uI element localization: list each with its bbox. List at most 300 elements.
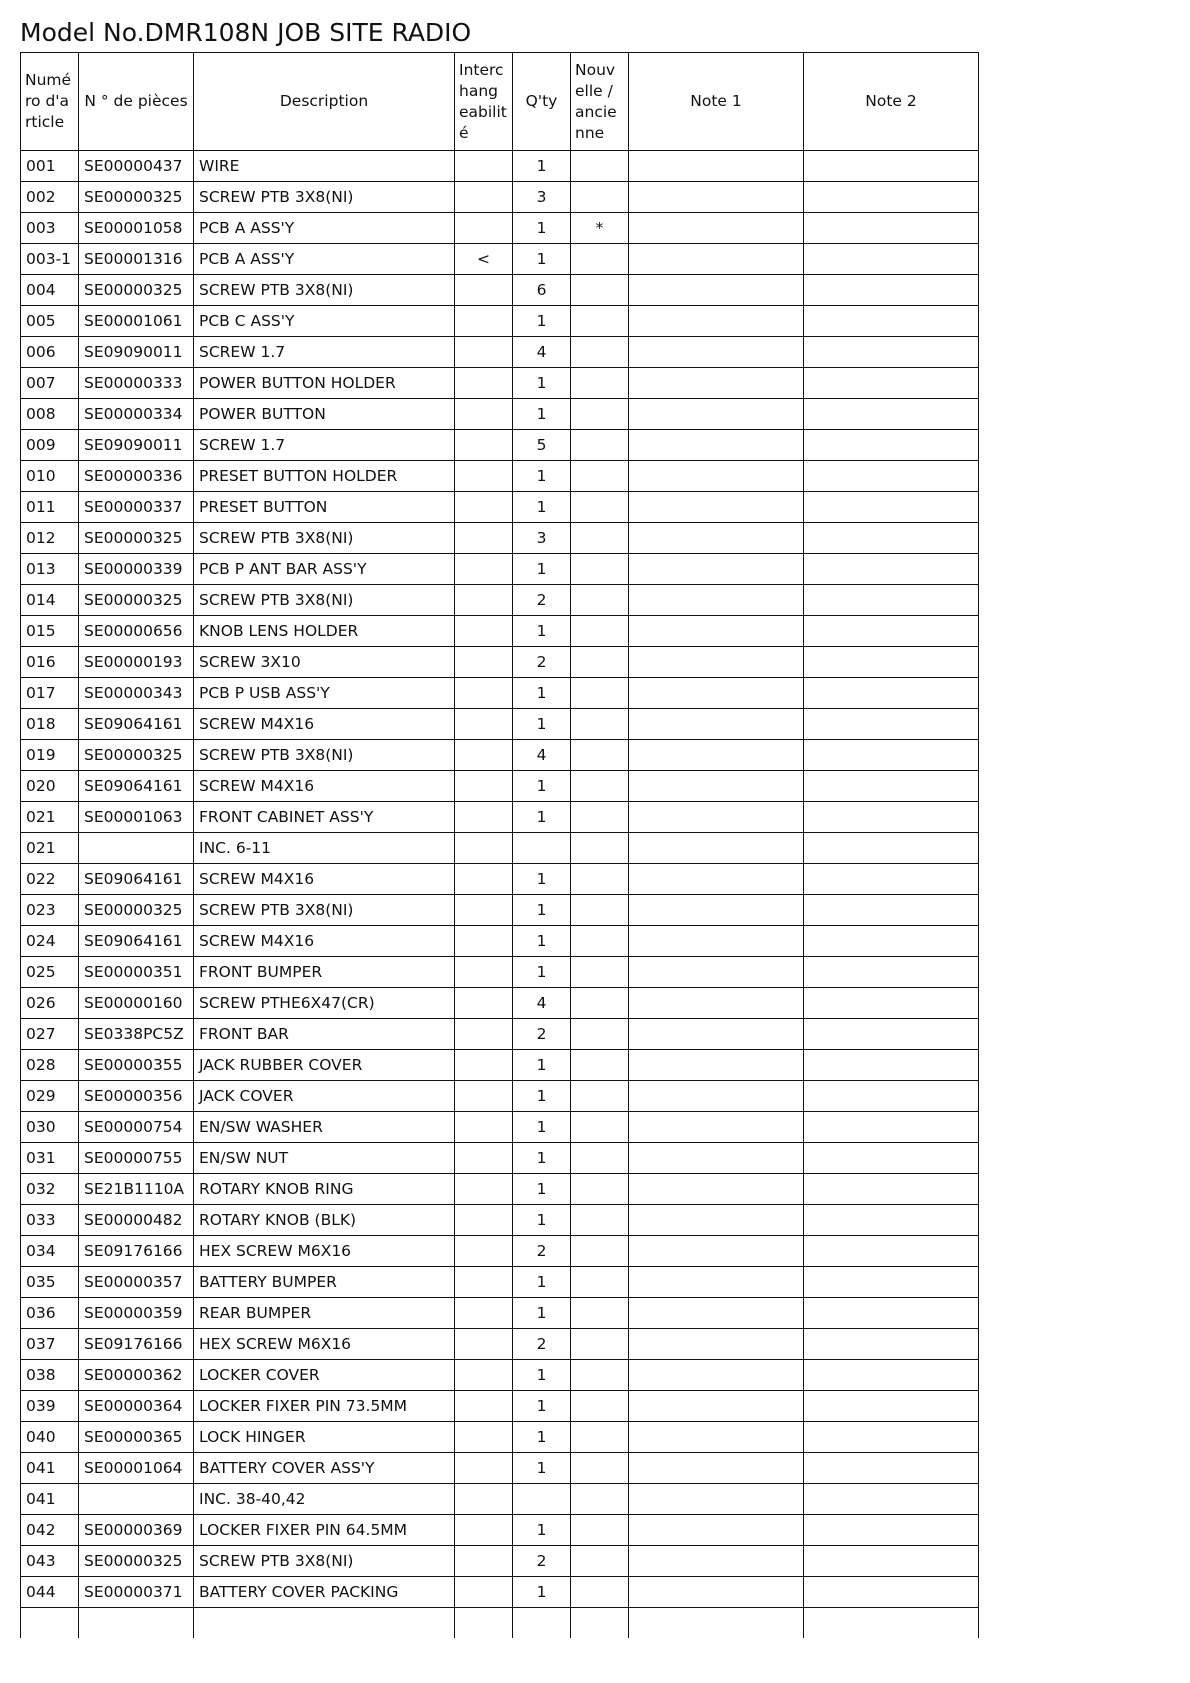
cell-new-old bbox=[571, 151, 629, 182]
cell-new-old bbox=[571, 771, 629, 802]
cell-note-1 bbox=[629, 337, 804, 368]
column-header-part-number: N ° de pièces bbox=[79, 53, 194, 151]
cell-new-old bbox=[571, 182, 629, 213]
cell-new-old bbox=[571, 1205, 629, 1236]
cell-part-number: SE00000325 bbox=[79, 740, 194, 771]
cell-new-old bbox=[571, 1577, 629, 1608]
cell-part-number: SE00000325 bbox=[79, 895, 194, 926]
cell-note-1 bbox=[629, 1205, 804, 1236]
cell-item-number: 044 bbox=[21, 1577, 79, 1608]
cell-note-2 bbox=[804, 1515, 979, 1546]
cell-quantity: 1 bbox=[513, 1453, 571, 1484]
cell-quantity: 1 bbox=[513, 554, 571, 585]
cell-item-number: 015 bbox=[21, 616, 79, 647]
cell-part-number: SE00000359 bbox=[79, 1298, 194, 1329]
cell-new-old bbox=[571, 337, 629, 368]
cell-description: INC. 38-40,42 bbox=[194, 1484, 455, 1515]
cell-new-old bbox=[571, 306, 629, 337]
cell-new-old bbox=[571, 895, 629, 926]
table-row bbox=[21, 678, 979, 709]
empty-cell bbox=[571, 1608, 629, 1639]
table-row bbox=[21, 1577, 979, 1608]
cell-new-old bbox=[571, 399, 629, 430]
cell-description: BATTERY BUMPER bbox=[194, 1267, 455, 1298]
cell-part-number: SE00000365 bbox=[79, 1422, 194, 1453]
cell-part-number: SE00000334 bbox=[79, 399, 194, 430]
cell-item-number: 036 bbox=[21, 1298, 79, 1329]
cell-note-2 bbox=[804, 1081, 979, 1112]
cell-quantity: 4 bbox=[513, 740, 571, 771]
cell-interchangeability bbox=[455, 368, 513, 399]
cell-new-old: * bbox=[571, 213, 629, 244]
cell-description: POWER BUTTON bbox=[194, 399, 455, 430]
cell-note-2 bbox=[804, 1546, 979, 1577]
cell-description: HEX SCREW M6X16 bbox=[194, 1236, 455, 1267]
cell-description: JACK COVER bbox=[194, 1081, 455, 1112]
cell-description: SCREW M4X16 bbox=[194, 709, 455, 740]
cell-description: LOCKER FIXER PIN 64.5MM bbox=[194, 1515, 455, 1546]
cell-quantity: 1 bbox=[513, 306, 571, 337]
cell-description: PCB P ANT BAR ASS'Y bbox=[194, 554, 455, 585]
cell-item-number: 039 bbox=[21, 1391, 79, 1422]
table-row-partial bbox=[21, 1608, 979, 1639]
cell-description: BATTERY COVER ASS'Y bbox=[194, 1453, 455, 1484]
cell-description: PRESET BUTTON bbox=[194, 492, 455, 523]
cell-new-old bbox=[571, 926, 629, 957]
cell-description: ROTARY KNOB (BLK) bbox=[194, 1205, 455, 1236]
cell-new-old bbox=[571, 1515, 629, 1546]
cell-interchangeability bbox=[455, 647, 513, 678]
page-title: Model No.DMR108N JOB SITE RADIO bbox=[20, 18, 472, 47]
cell-interchangeability bbox=[455, 213, 513, 244]
cell-description: SCREW M4X16 bbox=[194, 864, 455, 895]
cell-interchangeability bbox=[455, 616, 513, 647]
cell-part-number bbox=[79, 1484, 194, 1515]
cell-note-2 bbox=[804, 988, 979, 1019]
cell-note-2 bbox=[804, 1360, 979, 1391]
cell-interchangeability bbox=[455, 988, 513, 1019]
cell-quantity: 1 bbox=[513, 1112, 571, 1143]
table-row bbox=[21, 430, 979, 461]
cell-part-number: SE09176166 bbox=[79, 1236, 194, 1267]
cell-note-1 bbox=[629, 926, 804, 957]
cell-item-number: 026 bbox=[21, 988, 79, 1019]
cell-quantity: 1 bbox=[513, 1205, 571, 1236]
cell-interchangeability bbox=[455, 337, 513, 368]
cell-note-2 bbox=[804, 554, 979, 585]
cell-interchangeability bbox=[455, 1484, 513, 1515]
cell-item-number: 007 bbox=[21, 368, 79, 399]
cell-new-old bbox=[571, 1143, 629, 1174]
cell-description: FRONT BAR bbox=[194, 1019, 455, 1050]
cell-item-number: 001 bbox=[21, 151, 79, 182]
cell-item-number: 041 bbox=[21, 1484, 79, 1515]
cell-note-1 bbox=[629, 616, 804, 647]
cell-interchangeability bbox=[455, 1546, 513, 1577]
cell-item-number: 016 bbox=[21, 647, 79, 678]
cell-note-1 bbox=[629, 1112, 804, 1143]
header-row bbox=[21, 53, 979, 151]
table-row bbox=[21, 554, 979, 585]
table-row bbox=[21, 895, 979, 926]
cell-note-2 bbox=[804, 1484, 979, 1515]
cell-quantity: 1 bbox=[513, 1267, 571, 1298]
cell-description: FRONT CABINET ASS'Y bbox=[194, 802, 455, 833]
cell-description: WIRE bbox=[194, 151, 455, 182]
cell-quantity: 1 bbox=[513, 1360, 571, 1391]
cell-quantity: 1 bbox=[513, 213, 571, 244]
cell-quantity bbox=[513, 1484, 571, 1515]
cell-new-old bbox=[571, 1050, 629, 1081]
cell-note-2 bbox=[804, 1236, 979, 1267]
cell-quantity: 1 bbox=[513, 244, 571, 275]
cell-part-number: SE00000357 bbox=[79, 1267, 194, 1298]
column-header-item-number: Numé ro d'a rticle bbox=[21, 53, 79, 151]
cell-part-number: SE21B1110A bbox=[79, 1174, 194, 1205]
table-row bbox=[21, 1391, 979, 1422]
cell-part-number: SE00000364 bbox=[79, 1391, 194, 1422]
cell-new-old bbox=[571, 1019, 629, 1050]
cell-quantity: 5 bbox=[513, 430, 571, 461]
table-row bbox=[21, 1236, 979, 1267]
cell-description: INC. 6-11 bbox=[194, 833, 455, 864]
table-row bbox=[21, 802, 979, 833]
cell-note-2 bbox=[804, 1267, 979, 1298]
cell-new-old bbox=[571, 802, 629, 833]
table-row bbox=[21, 1174, 979, 1205]
cell-quantity: 1 bbox=[513, 1143, 571, 1174]
cell-part-number: SE00000343 bbox=[79, 678, 194, 709]
cell-quantity: 1 bbox=[513, 926, 571, 957]
cell-description: POWER BUTTON HOLDER bbox=[194, 368, 455, 399]
column-header-note-1: Note 1 bbox=[629, 53, 804, 151]
cell-new-old bbox=[571, 585, 629, 616]
cell-note-1 bbox=[629, 1298, 804, 1329]
cell-part-number: SE00001316 bbox=[79, 244, 194, 275]
cell-new-old bbox=[571, 368, 629, 399]
cell-part-number: SE00000325 bbox=[79, 182, 194, 213]
table-row bbox=[21, 1205, 979, 1236]
cell-interchangeability bbox=[455, 1236, 513, 1267]
empty-cell bbox=[629, 1608, 804, 1639]
cell-new-old bbox=[571, 1422, 629, 1453]
column-header-new-old: Nouv elle / ancie nne bbox=[571, 53, 629, 151]
table-row bbox=[21, 864, 979, 895]
cell-part-number: SE00000371 bbox=[79, 1577, 194, 1608]
table-row bbox=[21, 151, 979, 182]
cell-new-old bbox=[571, 1081, 629, 1112]
cell-interchangeability bbox=[455, 399, 513, 430]
cell-description: PCB C ASS'Y bbox=[194, 306, 455, 337]
table-row bbox=[21, 213, 979, 244]
cell-description: SCREW 3X10 bbox=[194, 647, 455, 678]
cell-interchangeability bbox=[455, 864, 513, 895]
cell-new-old bbox=[571, 1236, 629, 1267]
cell-note-2 bbox=[804, 275, 979, 306]
cell-item-number: 024 bbox=[21, 926, 79, 957]
cell-note-1 bbox=[629, 1267, 804, 1298]
cell-item-number: 004 bbox=[21, 275, 79, 306]
table-row bbox=[21, 926, 979, 957]
cell-interchangeability bbox=[455, 523, 513, 554]
cell-note-1 bbox=[629, 833, 804, 864]
table-row bbox=[21, 1019, 979, 1050]
empty-cell bbox=[455, 1608, 513, 1639]
cell-note-2 bbox=[804, 244, 979, 275]
table-row bbox=[21, 1112, 979, 1143]
cell-item-number: 021 bbox=[21, 802, 79, 833]
cell-interchangeability bbox=[455, 275, 513, 306]
cell-item-number: 021 bbox=[21, 833, 79, 864]
cell-note-2 bbox=[804, 678, 979, 709]
cell-note-2 bbox=[804, 833, 979, 864]
cell-description: SCREW 1.7 bbox=[194, 430, 455, 461]
cell-quantity: 1 bbox=[513, 616, 571, 647]
cell-quantity: 3 bbox=[513, 182, 571, 213]
empty-cell bbox=[804, 1608, 979, 1639]
cell-new-old bbox=[571, 1360, 629, 1391]
cell-part-number: SE09064161 bbox=[79, 864, 194, 895]
cell-note-1 bbox=[629, 306, 804, 337]
table-row bbox=[21, 616, 979, 647]
cell-note-2 bbox=[804, 926, 979, 957]
cell-part-number: SE09090011 bbox=[79, 337, 194, 368]
cell-description: SCREW PTB 3X8(NI) bbox=[194, 1546, 455, 1577]
cell-item-number: 030 bbox=[21, 1112, 79, 1143]
cell-note-2 bbox=[804, 461, 979, 492]
cell-interchangeability bbox=[455, 1267, 513, 1298]
cell-item-number: 037 bbox=[21, 1329, 79, 1360]
cell-interchangeability bbox=[455, 554, 513, 585]
cell-item-number: 022 bbox=[21, 864, 79, 895]
column-header-note-2: Note 2 bbox=[804, 53, 979, 151]
empty-cell bbox=[79, 1608, 194, 1639]
cell-quantity: 1 bbox=[513, 802, 571, 833]
cell-note-1 bbox=[629, 1329, 804, 1360]
cell-note-2 bbox=[804, 1329, 979, 1360]
cell-part-number: SE00000356 bbox=[79, 1081, 194, 1112]
cell-note-2 bbox=[804, 895, 979, 926]
table-row bbox=[21, 957, 979, 988]
cell-note-1 bbox=[629, 957, 804, 988]
cell-quantity: 3 bbox=[513, 523, 571, 554]
table-row bbox=[21, 523, 979, 554]
empty-cell bbox=[513, 1608, 571, 1639]
cell-item-number: 034 bbox=[21, 1236, 79, 1267]
cell-new-old bbox=[571, 461, 629, 492]
cell-description: FRONT BUMPER bbox=[194, 957, 455, 988]
cell-new-old bbox=[571, 1267, 629, 1298]
cell-part-number: SE00000336 bbox=[79, 461, 194, 492]
cell-note-2 bbox=[804, 492, 979, 523]
cell-new-old bbox=[571, 1391, 629, 1422]
cell-interchangeability bbox=[455, 895, 513, 926]
table-row bbox=[21, 275, 979, 306]
cell-item-number: 005 bbox=[21, 306, 79, 337]
cell-quantity: 2 bbox=[513, 647, 571, 678]
cell-note-1 bbox=[629, 740, 804, 771]
cell-interchangeability bbox=[455, 430, 513, 461]
cell-item-number: 041 bbox=[21, 1453, 79, 1484]
cell-note-1 bbox=[629, 523, 804, 554]
cell-interchangeability bbox=[455, 1050, 513, 1081]
cell-quantity: 1 bbox=[513, 461, 571, 492]
cell-new-old bbox=[571, 678, 629, 709]
cell-new-old bbox=[571, 492, 629, 523]
cell-note-1 bbox=[629, 275, 804, 306]
cell-interchangeability bbox=[455, 1019, 513, 1050]
cell-note-2 bbox=[804, 1019, 979, 1050]
table-row bbox=[21, 244, 979, 275]
cell-note-1 bbox=[629, 399, 804, 430]
cell-new-old bbox=[571, 523, 629, 554]
column-header-description: Description bbox=[194, 53, 455, 151]
cell-part-number: SE00000337 bbox=[79, 492, 194, 523]
table-row bbox=[21, 1081, 979, 1112]
cell-quantity: 1 bbox=[513, 1577, 571, 1608]
cell-note-1 bbox=[629, 1019, 804, 1050]
cell-item-number: 040 bbox=[21, 1422, 79, 1453]
cell-description: SCREW PTB 3X8(NI) bbox=[194, 895, 455, 926]
cell-part-number: SE00000339 bbox=[79, 554, 194, 585]
cell-new-old bbox=[571, 709, 629, 740]
cell-note-2 bbox=[804, 337, 979, 368]
cell-item-number: 020 bbox=[21, 771, 79, 802]
cell-interchangeability bbox=[455, 1515, 513, 1546]
cell-item-number: 003-1 bbox=[21, 244, 79, 275]
cell-note-1 bbox=[629, 771, 804, 802]
table-row bbox=[21, 461, 979, 492]
cell-interchangeability bbox=[455, 1143, 513, 1174]
table-row bbox=[21, 1298, 979, 1329]
cell-quantity: 1 bbox=[513, 1515, 571, 1546]
table-row bbox=[21, 709, 979, 740]
cell-note-2 bbox=[804, 1143, 979, 1174]
cell-new-old bbox=[571, 616, 629, 647]
cell-part-number: SE00001064 bbox=[79, 1453, 194, 1484]
cell-note-1 bbox=[629, 1143, 804, 1174]
table-row bbox=[21, 1360, 979, 1391]
table-row bbox=[21, 988, 979, 1019]
cell-item-number: 002 bbox=[21, 182, 79, 213]
cell-quantity: 1 bbox=[513, 1050, 571, 1081]
cell-note-1 bbox=[629, 368, 804, 399]
cell-note-1 bbox=[629, 895, 804, 926]
cell-quantity: 1 bbox=[513, 492, 571, 523]
cell-note-1 bbox=[629, 492, 804, 523]
cell-part-number: SE00000351 bbox=[79, 957, 194, 988]
table-row bbox=[21, 833, 979, 864]
table-row bbox=[21, 1143, 979, 1174]
cell-item-number: 014 bbox=[21, 585, 79, 616]
cell-description: JACK RUBBER COVER bbox=[194, 1050, 455, 1081]
cell-quantity: 6 bbox=[513, 275, 571, 306]
cell-description: PCB A ASS'Y bbox=[194, 244, 455, 275]
cell-note-1 bbox=[629, 182, 804, 213]
table-row bbox=[21, 1422, 979, 1453]
cell-part-number bbox=[79, 833, 194, 864]
cell-note-1 bbox=[629, 1174, 804, 1205]
cell-note-2 bbox=[804, 864, 979, 895]
cell-item-number: 038 bbox=[21, 1360, 79, 1391]
cell-note-1 bbox=[629, 213, 804, 244]
cell-item-number: 018 bbox=[21, 709, 79, 740]
parts-table bbox=[20, 52, 979, 1638]
cell-description: ROTARY KNOB RING bbox=[194, 1174, 455, 1205]
cell-note-1 bbox=[629, 1484, 804, 1515]
cell-note-2 bbox=[804, 1577, 979, 1608]
cell-interchangeability bbox=[455, 1422, 513, 1453]
cell-description: LOCK HINGER bbox=[194, 1422, 455, 1453]
cell-note-1 bbox=[629, 1546, 804, 1577]
cell-note-1 bbox=[629, 647, 804, 678]
cell-interchangeability bbox=[455, 802, 513, 833]
cell-item-number: 017 bbox=[21, 678, 79, 709]
cell-quantity: 1 bbox=[513, 1174, 571, 1205]
cell-note-2 bbox=[804, 616, 979, 647]
column-header-interchangeability: Interc hang eabilit é bbox=[455, 53, 513, 151]
cell-item-number: 010 bbox=[21, 461, 79, 492]
cell-new-old bbox=[571, 957, 629, 988]
cell-note-1 bbox=[629, 1515, 804, 1546]
cell-item-number: 029 bbox=[21, 1081, 79, 1112]
cell-note-2 bbox=[804, 1391, 979, 1422]
cell-quantity: 1 bbox=[513, 1391, 571, 1422]
cell-interchangeability bbox=[455, 926, 513, 957]
cell-interchangeability bbox=[455, 709, 513, 740]
cell-description: PCB P USB ASS'Y bbox=[194, 678, 455, 709]
cell-part-number: SE00000325 bbox=[79, 585, 194, 616]
table-row bbox=[21, 1515, 979, 1546]
cell-note-2 bbox=[804, 1050, 979, 1081]
cell-note-2 bbox=[804, 399, 979, 430]
cell-note-2 bbox=[804, 213, 979, 244]
cell-description: SCREW M4X16 bbox=[194, 771, 455, 802]
cell-description: LOCKER COVER bbox=[194, 1360, 455, 1391]
cell-description: SCREW PTB 3X8(NI) bbox=[194, 182, 455, 213]
cell-interchangeability bbox=[455, 461, 513, 492]
cell-quantity: 1 bbox=[513, 399, 571, 430]
cell-new-old bbox=[571, 554, 629, 585]
cell-note-2 bbox=[804, 1205, 979, 1236]
table-row bbox=[21, 1546, 979, 1577]
cell-new-old bbox=[571, 244, 629, 275]
cell-part-number: SE09064161 bbox=[79, 926, 194, 957]
cell-note-1 bbox=[629, 1577, 804, 1608]
cell-part-number: SE00000355 bbox=[79, 1050, 194, 1081]
cell-quantity: 1 bbox=[513, 771, 571, 802]
cell-note-2 bbox=[804, 647, 979, 678]
empty-cell bbox=[21, 1608, 79, 1639]
cell-new-old bbox=[571, 1112, 629, 1143]
cell-description: SCREW PTB 3X8(NI) bbox=[194, 740, 455, 771]
cell-note-2 bbox=[804, 306, 979, 337]
cell-description: SCREW PTHE6X47(CR) bbox=[194, 988, 455, 1019]
table-row bbox=[21, 492, 979, 523]
cell-description: HEX SCREW M6X16 bbox=[194, 1329, 455, 1360]
cell-interchangeability bbox=[455, 740, 513, 771]
cell-note-1 bbox=[629, 1050, 804, 1081]
cell-new-old bbox=[571, 1329, 629, 1360]
cell-item-number: 032 bbox=[21, 1174, 79, 1205]
cell-note-1 bbox=[629, 151, 804, 182]
cell-description: EN/SW NUT bbox=[194, 1143, 455, 1174]
cell-quantity: 1 bbox=[513, 709, 571, 740]
table-row bbox=[21, 771, 979, 802]
cell-note-2 bbox=[804, 151, 979, 182]
cell-item-number: 043 bbox=[21, 1546, 79, 1577]
cell-note-1 bbox=[629, 864, 804, 895]
